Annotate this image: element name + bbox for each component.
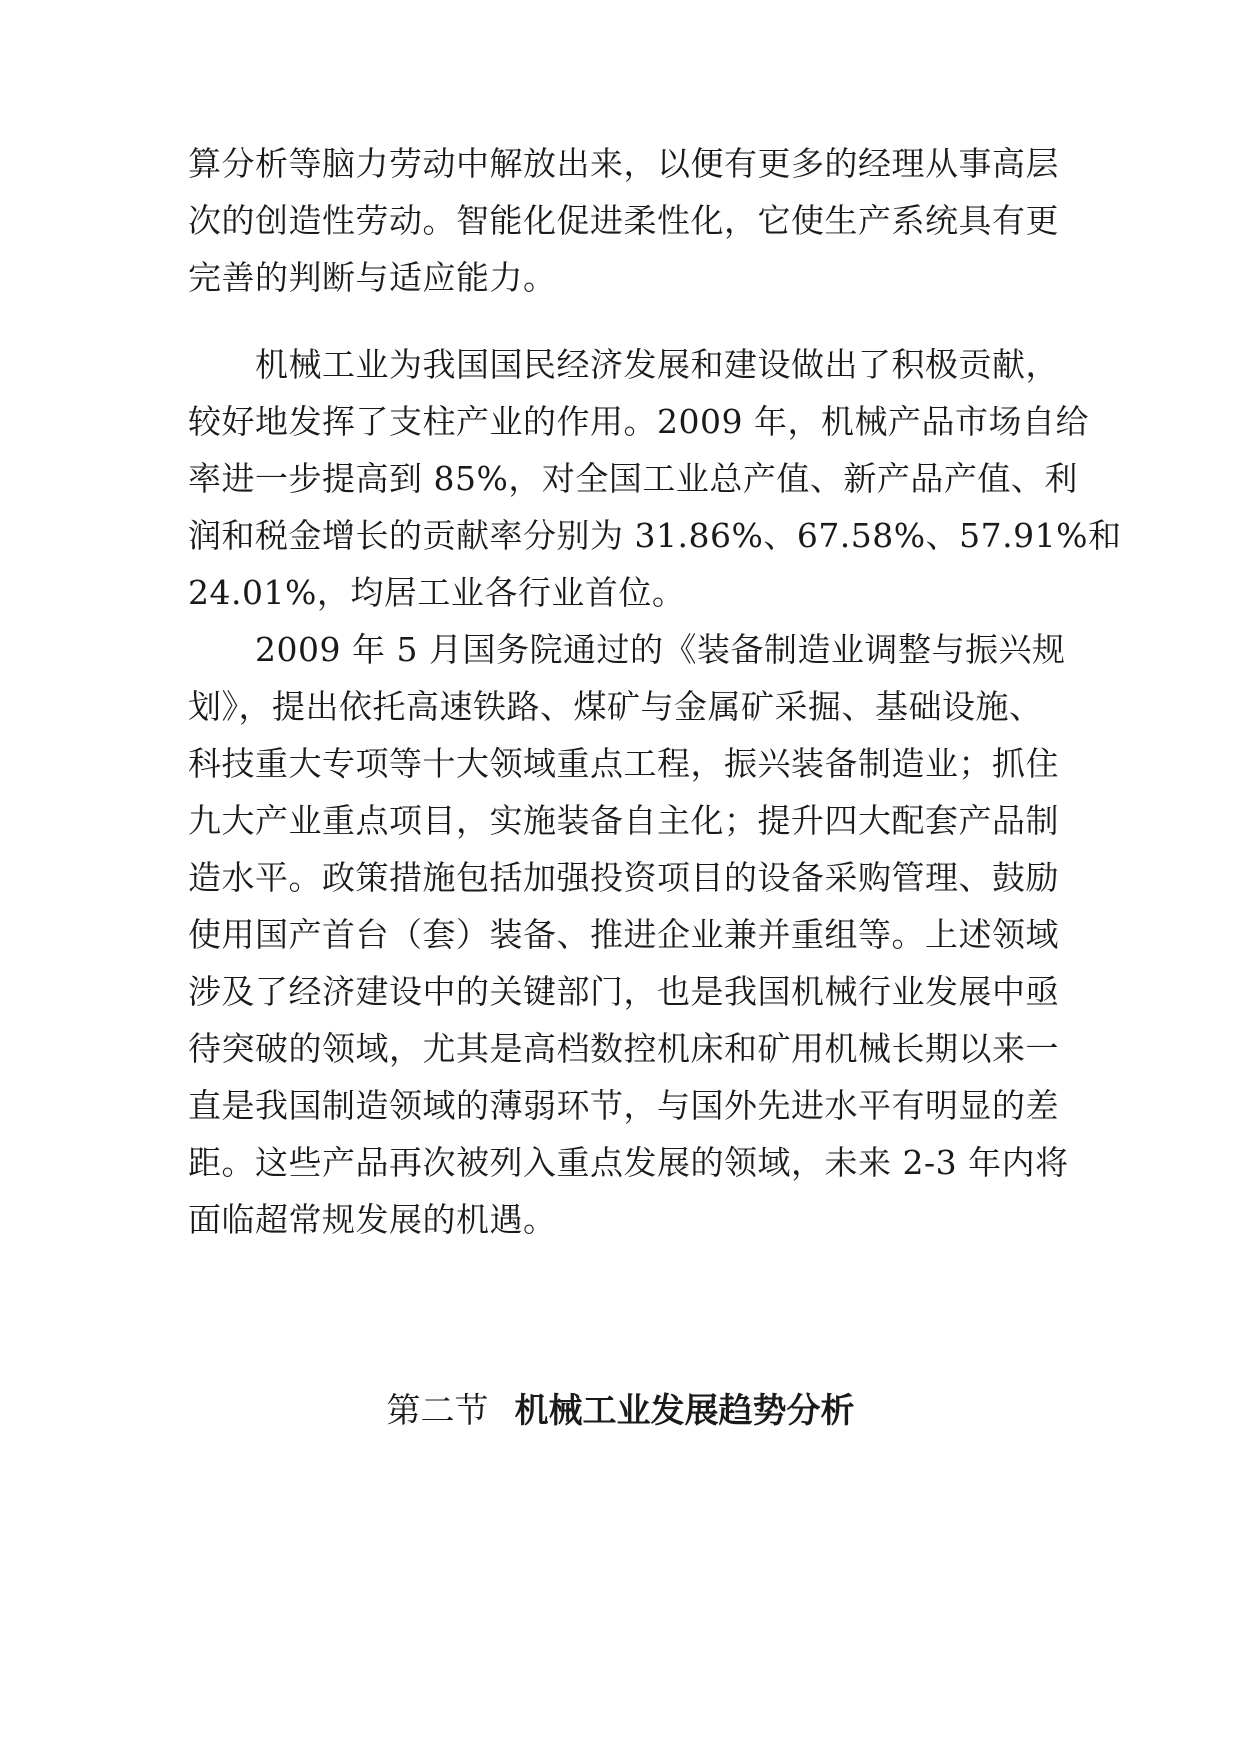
paragraph-2-line-3: 率进一步提高到 85%，对全国工业总产值、新产品产值、利 [188, 459, 1078, 498]
section-number: 第二节 [386, 1391, 489, 1431]
paragraph-3-line-3: 科技重大专项等十大领域重点工程，振兴装备制造业；抓住 [188, 744, 1059, 783]
paragraph-3-line-9: 直是我国制造领域的薄弱环节，与国外先进水平有明显的差 [188, 1086, 1059, 1125]
paragraph-1-line-1: 算分析等脑力劳动中解放出来，以便有更多的经理从事高层 [188, 144, 1059, 183]
paragraph-2-line-4: 润和税金增长的贡献率分别为 31.86%、67.58%、57.91%和 [188, 516, 1122, 555]
paragraph-2-line-5: 24.01%，均居工业各行业首位。 [188, 573, 686, 612]
paragraph-1-line-2: 次的创造性劳动。智能化促进柔性化，它使生产系统具有更 [188, 201, 1059, 240]
paragraph-2-line-1: 机械工业为我国国民经济发展和建设做出了积极贡献， [188, 345, 1059, 384]
paragraph-3-line-6: 使用国产首台（套）装备、推进企业兼并重组等。上述领域 [188, 915, 1059, 954]
paragraph-3-line-4: 九大产业重点项目，实施装备自主化；提升四大配套产品制 [188, 801, 1059, 840]
paragraph-3-line-8: 待突破的领域，尤其是高档数控机床和矿用机械长期以来一 [188, 1029, 1059, 1068]
paragraph-3-line-7: 涉及了经济建设中的关键部门，也是我国机械行业发展中亟 [188, 972, 1059, 1011]
paragraph-1-line-3: 完善的判断与适应能力。 [188, 258, 557, 297]
paragraph-3-line-10: 距。这些产品再次被列入重点发展的领域，未来 2-3 年内将 [188, 1143, 1069, 1182]
section-title: 机械工业发展趋势分析 [514, 1391, 855, 1431]
section-heading [0, 1390, 1241, 1432]
paragraph-3-line-2: 划》，提出依托高速铁路、煤矿与金属矿采掘、基础设施、 [188, 687, 1043, 726]
paragraph-3-line-5: 造水平。政策措施包括加强投资项目的设备采购管理、鼓励 [188, 858, 1059, 897]
paragraph-2-line-2: 较好地发挥了支柱产业的作用。2009 年，机械产品市场自给 [188, 402, 1089, 441]
paragraph-3-line-1: 2009 年 5 月国务院通过的《装备制造业调整与振兴规 [188, 630, 1066, 669]
paragraph-3-line-11: 面临超常规发展的机遇。 [188, 1200, 557, 1239]
